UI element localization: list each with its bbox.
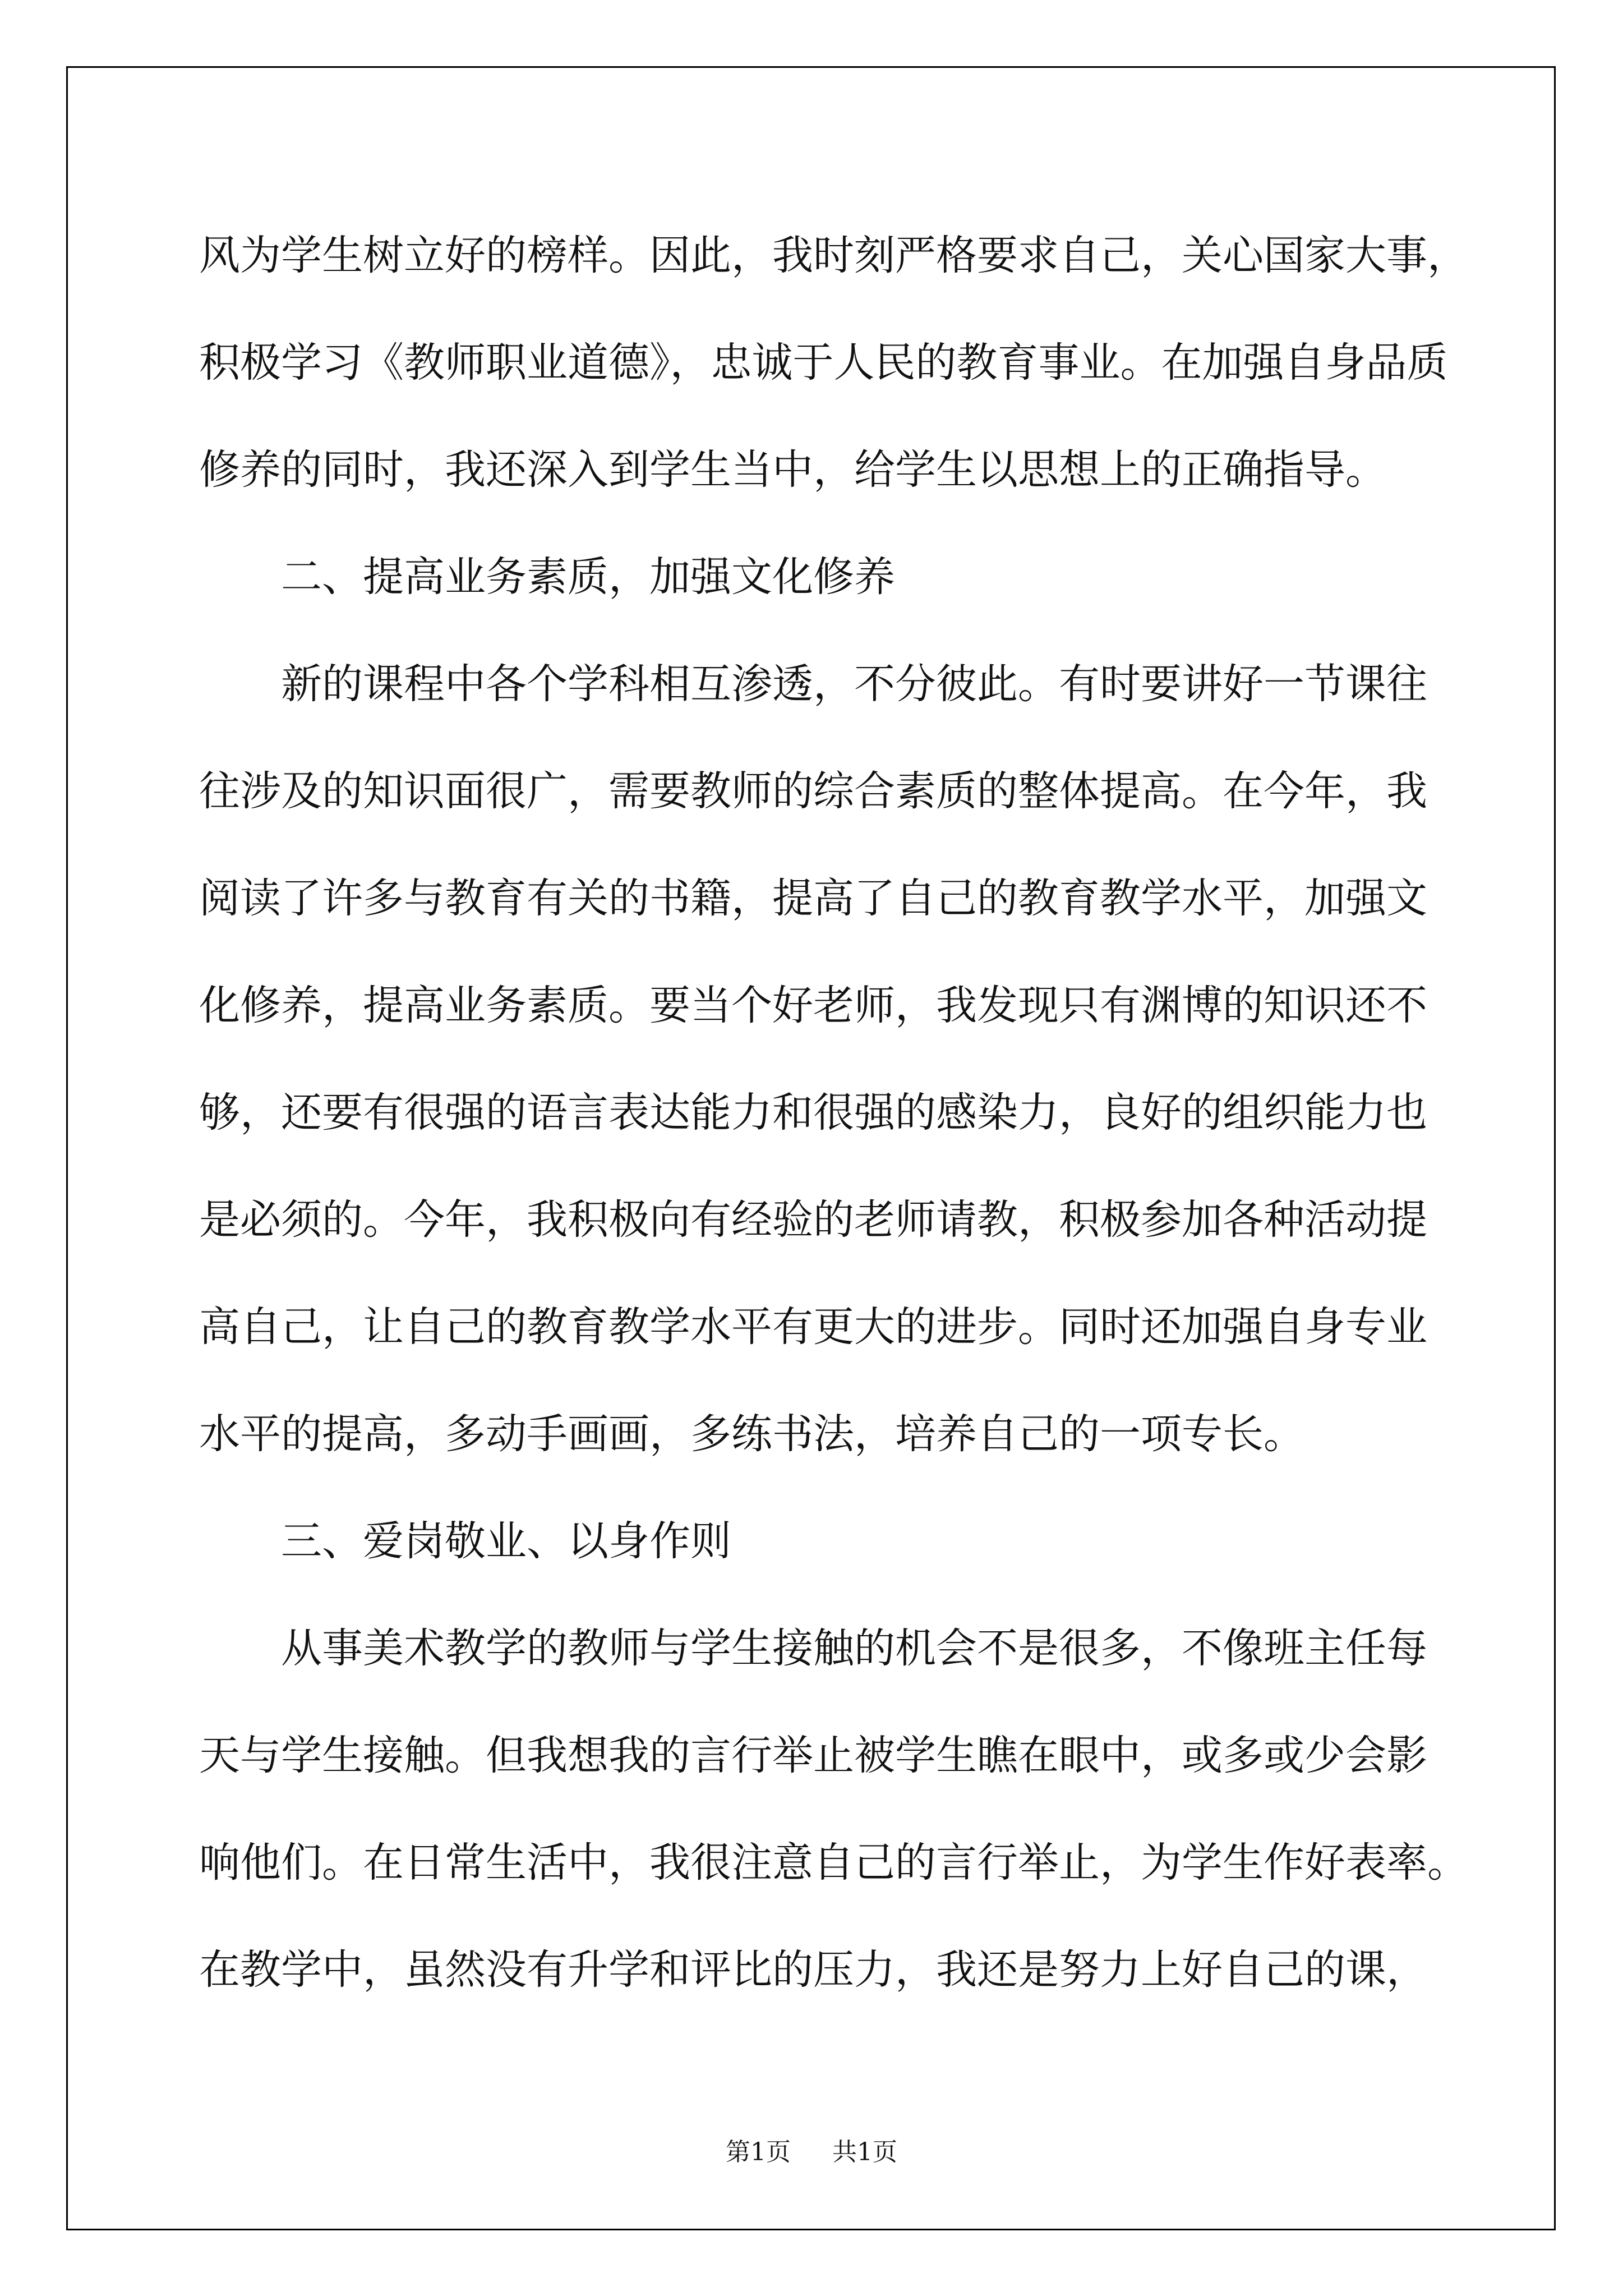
- text-line: 水平的提高，多动手画画，多练书法，培养自己的一项专长。: [199, 1410, 1304, 1458]
- page-footer: [0, 2132, 1623, 2168]
- page-total: 共1页: [832, 2138, 897, 2166]
- text-line: 够，还要有很强的语言表达能力和很强的感染力，良好的组织能力也: [199, 1089, 1427, 1137]
- text-line: 修养的同时，我还深入到学生当中，给学生以思想上的正确指导。: [199, 446, 1386, 494]
- text-line: 新的课程中各个学科相互渗透，不分彼此。有时要讲好一节课往: [281, 660, 1427, 708]
- document-body: [199, 202, 1467, 2023]
- section-heading: 三、爱岗敬业、以身作则: [281, 1517, 731, 1565]
- page-number: 第1页: [726, 2138, 791, 2166]
- text-line: 往涉及的知识面很广，需要教师的综合素质的整体提高。在今年，我: [199, 767, 1427, 815]
- text-line: 高自己，让自己的教育教学水平有更大的进步。同时还加强自身专业: [199, 1303, 1427, 1351]
- text-line: 在教学中，虽然没有升学和评比的压力，我还是努力上好自己的课，: [199, 1946, 1427, 1994]
- text-line: 积极学习《教师职业道德》，忠诚于人民的教育事业。在加强自身品质: [199, 339, 1448, 386]
- text-line: 化修养，提高业务素质。要当个好老师，我发现只有渊博的知识还不: [199, 982, 1427, 1029]
- text-line: 阅读了许多与教育有关的书籍，提高了自己的教育教学水平，加强文: [199, 875, 1427, 922]
- text-line: 天与学生接触。但我想我的言行举止被学生瞧在眼中，或多或少会影: [199, 1732, 1427, 1779]
- text-line: 风为学生树立好的榜样。因此，我时刻严格要求自己，关心国家大事，: [199, 232, 1468, 279]
- section-heading: 二、提高业务素质，加强文化修养: [281, 553, 895, 601]
- text-line: 从事美术教学的教师与学生接触的机会不是很多，不像班主任每: [281, 1625, 1427, 1672]
- text-line: 是必须的。今年，我积极向有经验的老师请教，积极参加各种活动提: [199, 1196, 1427, 1244]
- text-line: 响他们。在日常生活中，我很注意自己的言行举止，为学生作好表率。: [199, 1839, 1468, 1887]
